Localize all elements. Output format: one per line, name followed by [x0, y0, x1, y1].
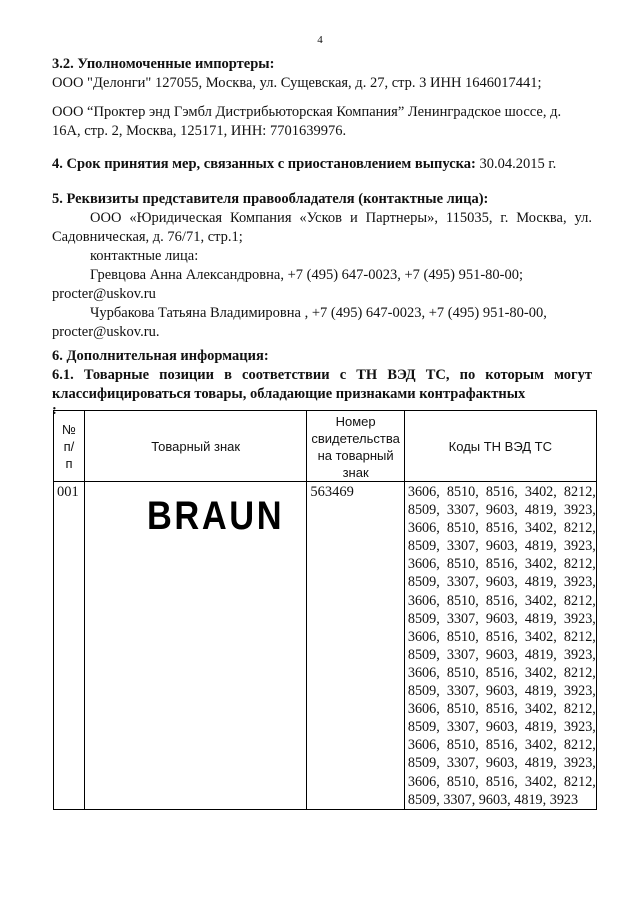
section-6-1-colon: : — [52, 402, 57, 418]
section-6 — [52, 347, 592, 417]
contacts-label: контактные лица: — [90, 248, 199, 264]
row-certificate-cell — [307, 482, 404, 810]
header-codes: Коды ТН ВЭД ТС — [404, 411, 596, 482]
table-row — [54, 482, 597, 810]
braun-logo: BRAUN — [146, 494, 285, 538]
section-5 — [52, 190, 592, 342]
contact-2-email: procter@uskov.ru. — [52, 324, 160, 340]
section-4-date: 30.04.2015 г. — [475, 156, 557, 172]
contact-1-email: procter@uskov.ru — [52, 286, 156, 302]
row-number: 001 — [57, 484, 79, 500]
header-trademark: Товарный знак — [84, 411, 306, 482]
contact-1: Гревцова Анна Александровна, +7 (495) 647-0023, +7 (495) 951-80-00; — [90, 267, 524, 283]
section-6-title: 6. Дополнительная информация: — [52, 348, 269, 364]
section-6-1-subtitle: 6.1. Товарные позиции в соответствии с ТН ВЭД ТС, по которым могут классифицироваться товары, обладающие признаками контрафактных — [52, 367, 592, 402]
importer-delonghi: ООО "Делонги" 127055, Москва, ул. Сущевская, д. 27, стр. 3 ИНН 1646017441; — [52, 75, 542, 91]
row-number-cell — [54, 482, 85, 810]
contact-2: Чурбакова Татьяна Владимировна , +7 (495) 647-0023, +7 (495) 951-80-00, — [90, 305, 547, 321]
row-codes: 3606, 8510, 8516, 3402, 8212, 8509, 3307, 9603, 4819, 3923, 3606, 8510, 8516, 3402, 8212, 8509, 3307, 9603, 4819, 3923, 3606, 8510, 8516, 3402, 8212, 8509, 3307, 9603, 4819, 3923, 3606, 8510, 8516, 3402, 8212, 8509, 3307, 9603, 4819, 3923, 3606, 8510, 8516, 3402, 8212, 8509, 3307, 9603, 4819, 3923, 3606, 8510, 8516, 3402, 8212, 8509, 3307, 9603, 4819, 3923, 3606, 8510, 8516, 3402, 8212, 8509, 3307, 9603, 4819, 3923, 3606, 8510, 8516, 3402, 8212, 8509, 3307, 9603, 4819, 3923, 3606, 8510, 8516, 3402, 8212, 8509, 3307, 9603, 4819, 3923 — [407, 484, 596, 808]
page-number: 4 — [317, 34, 323, 46]
representative-firm: ООО «Юридическая Компания «Усков и Партнеры», 115035, г. Москва, ул. Садовническая, д. 76/71, стр.1; — [52, 210, 592, 245]
importer-pg-line1: ООО “Проктер энд Гэмбл Дистрибьюторская Компания” Ленинградское шоссе, д. — [52, 104, 562, 120]
header-number: № п/п — [54, 411, 85, 482]
section-4 — [52, 155, 592, 174]
codes-table — [53, 410, 597, 810]
section-5-title: 5. Реквизиты представителя правообладателя (контактные лица): — [52, 191, 489, 207]
section-3-2-title: 3.2. Уполномоченные импортеры: — [52, 56, 275, 72]
importer-pg — [52, 103, 592, 141]
row-certificate: 563469 — [310, 484, 354, 500]
table-header-row — [54, 411, 597, 482]
section-3-2 — [52, 55, 592, 93]
row-codes-cell — [404, 482, 596, 810]
section-4-label: 4. Срок принятия мер, связанных с приостановлением выпуска: — [52, 156, 476, 172]
row-trademark-cell — [84, 482, 306, 810]
header-certificate: Номер свидетельства на товарный знак — [307, 411, 404, 482]
importer-pg-line2: 16А, стр. 2, Москва, 125171, ИНН: 7701639976. — [52, 123, 347, 139]
